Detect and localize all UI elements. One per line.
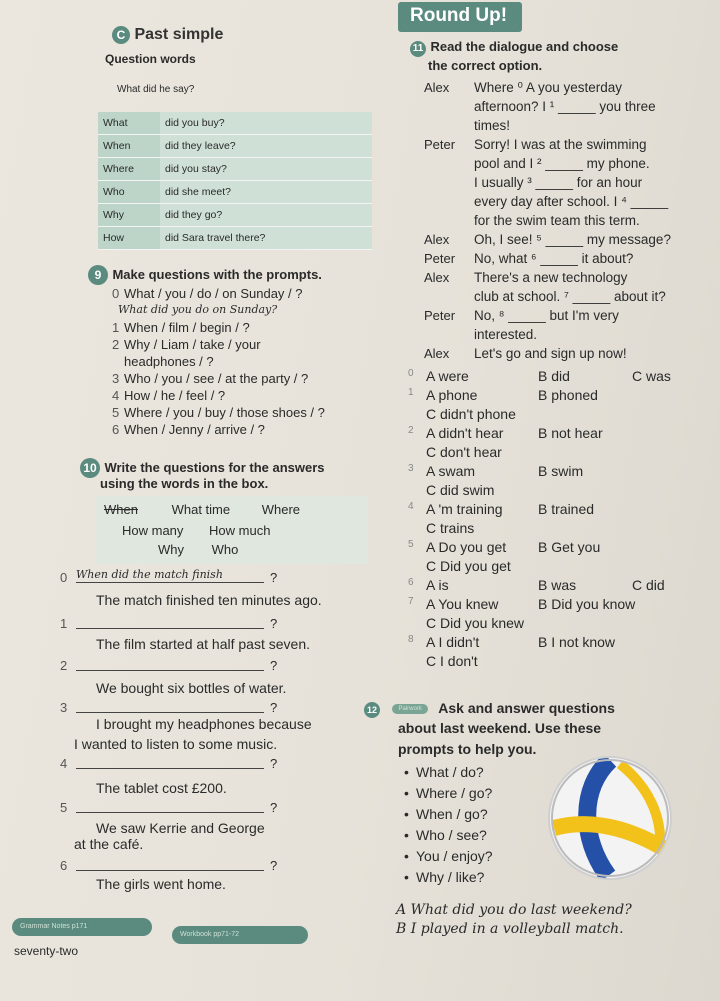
ex10-answer: The match finished ten minutes ago. (96, 592, 322, 608)
exercise-11-title-line2: the correct option. (428, 58, 543, 73)
dialogue-speaker: Alex (424, 270, 450, 285)
ex9-item-number: 0 (112, 286, 120, 301)
answer-b: B I played in a volleyball match. (396, 921, 624, 937)
dialogue-speaker: Alex (424, 80, 450, 95)
ex10-question-mark: ? (270, 858, 278, 873)
answer-a: A What did you do last weekend? (396, 902, 632, 918)
ex10-question-line (76, 614, 264, 629)
grammar-notes-badge[interactable] (12, 918, 152, 936)
dialogue-line: Let's go and sign up now! (474, 346, 627, 361)
ex9-item-number: 2 (112, 337, 120, 352)
question-example: did she meet? (160, 181, 372, 204)
prompt-bullet: • (404, 764, 409, 780)
ex10-question-mark: ? (270, 616, 278, 631)
dialogue-line: club at school. ⁷ _____ about it? (474, 289, 666, 304)
past-simple-heading (112, 26, 223, 44)
ex10-question-line (76, 754, 264, 769)
question-example: did you stay? (160, 158, 372, 181)
dialogue-line: Oh, I see! ⁵ _____ my message? (474, 232, 671, 247)
section-c-icon: C (112, 26, 130, 44)
ex10-answer: The girls went home. (96, 876, 226, 892)
dialogue-line: every day after school. I ⁴ _____ (474, 194, 669, 209)
option-c: C did (632, 577, 665, 593)
ex10-item-number: 2 (60, 658, 68, 673)
option-a: A 'm training (426, 501, 503, 517)
option-a: A didn't hear (426, 425, 504, 441)
exercise-12-header (364, 700, 615, 718)
question-example: did you buy? (160, 112, 372, 135)
ex9-item-text: How / he / feel / ? (124, 388, 226, 403)
word-why: Why (158, 542, 184, 557)
option-b: B was (538, 577, 577, 593)
question-word-row (98, 158, 372, 181)
ex9-item-text: When / film / begin / ? (124, 320, 250, 335)
option-b: B not hear (538, 425, 603, 441)
dialogue-line: pool and I ² _____ my phone. (474, 156, 650, 171)
option-number: 7 (408, 596, 414, 607)
option-number: 3 (408, 463, 414, 474)
option-a: C don't hear (426, 444, 502, 460)
question-word: Where (98, 158, 160, 181)
ex10-item-number: 5 (60, 800, 68, 815)
dialogue-line: Where ⁰ A you yesterday (474, 80, 622, 95)
word-how-many: How many (122, 523, 184, 538)
pairwork-badge: Pairwork (392, 704, 427, 714)
prompt-item: Why / like? (416, 869, 485, 885)
ex10-question-line (76, 856, 264, 871)
prompt-bullet: • (404, 827, 409, 843)
ex9-item-text: headphones / ? (124, 354, 214, 369)
word-box-row1 (104, 502, 300, 517)
question-word: How (98, 227, 160, 250)
prompt-bullet: • (404, 785, 409, 801)
dialogue-line: for the swim team this term. (474, 213, 640, 228)
option-a: A is (426, 577, 449, 593)
option-a: C did swim (426, 482, 495, 498)
ex10-answer: I brought my headphones because (96, 716, 312, 732)
exercise-12-number: 12 (364, 702, 380, 718)
option-b: B swim (538, 463, 584, 479)
prompt-item: What / do? (416, 764, 484, 780)
option-b: B did (538, 368, 570, 384)
word-when: When (104, 502, 138, 517)
ex10-question-line (76, 656, 264, 671)
option-c: C was (632, 368, 671, 384)
exercise-9-number: 9 (88, 265, 108, 285)
question-example: did Sara travel there? (160, 227, 372, 250)
dialogue-line: I usually ³ _____ for an hour (474, 175, 643, 190)
ex9-item-text: What / you / do / on Sunday / ? (124, 286, 303, 301)
word-box (96, 496, 368, 564)
ex10-item-number: 6 (60, 858, 68, 873)
question-word-row (98, 227, 372, 250)
exercise-10-number: 10 (80, 458, 100, 478)
ex10-question-mark: ? (270, 756, 278, 771)
ex9-item-number: 5 (112, 405, 120, 420)
ex10-answer: We saw Kerrie and George (96, 820, 265, 836)
ex9-item-text: Who / you / see / at the party / ? (124, 371, 309, 386)
option-a: C I don't (426, 653, 478, 669)
question-example: did they leave? (160, 135, 372, 158)
ex9-item-number: 6 (112, 422, 120, 437)
option-b: B Did you know (538, 596, 636, 612)
ex10-answer: We bought six bottles of water. (96, 680, 287, 696)
option-b: B I not know (538, 634, 616, 650)
dialogue-speaker: Peter (424, 251, 456, 266)
ex9-item-text: Where / you / buy / those shoes / ? (124, 405, 325, 420)
dialogue-speaker: Alex (424, 232, 450, 247)
exercise-12-title-line2: about last weekend. Use these (398, 720, 602, 736)
ex9-item-text: When / Jenny / arrive / ? (124, 422, 265, 437)
question-word-row (98, 135, 372, 158)
option-number: 2 (408, 425, 414, 436)
prompt-bullet: • (404, 806, 409, 822)
ex10-item-number: 3 (60, 700, 68, 715)
option-a: C trains (426, 520, 475, 536)
option-b: B phoned (538, 387, 598, 403)
question-word-row (98, 181, 372, 204)
exercise-10-header (80, 458, 325, 478)
option-a: C Did you get (426, 558, 511, 574)
prompt-item: When / go? (416, 806, 488, 822)
volleyball-icon (550, 758, 670, 878)
exercise-9-title: Make questions with the prompts. (112, 267, 322, 282)
ex10-question-line (76, 798, 264, 813)
workbook-badge[interactable] (172, 926, 308, 944)
ex10-item-number: 0 (60, 570, 68, 585)
option-number: 8 (408, 634, 414, 645)
dialogue-speaker: Peter (424, 308, 456, 323)
option-number: 4 (408, 501, 414, 512)
exercise-12-title-line1: Ask and answer questions (438, 700, 615, 716)
option-a: A were (426, 368, 469, 384)
question-word: When (98, 135, 160, 158)
dialogue-line: No, ⁸ _____ but I'm very (474, 308, 619, 323)
option-a: A Do you get (426, 539, 507, 555)
dialogue-line: times! (474, 118, 511, 133)
ex9-item-number: 3 (112, 371, 120, 386)
question-words-table (98, 112, 372, 250)
question-word-row (98, 112, 372, 135)
dialogue-speaker: Peter (424, 137, 456, 152)
question-word: What (98, 112, 160, 135)
option-b: B trained (538, 501, 595, 517)
dialogue-line: interested. (474, 327, 538, 342)
word-box-row3 (158, 542, 238, 557)
option-a: A swam (426, 463, 476, 479)
word-what-time: What time (171, 502, 231, 517)
option-number: 6 (408, 577, 414, 588)
exercise-11-header (410, 38, 618, 57)
grammar-notes-label: Grammar Notes p171 (20, 923, 88, 930)
option-number: 0 (408, 368, 414, 379)
exercise-9-header (88, 265, 322, 285)
prompt-bullet: • (404, 848, 409, 864)
option-a: A phone (426, 387, 478, 403)
ex9-item-text: What did you do on Sunday? (118, 303, 278, 316)
ex10-question-mark: ? (270, 700, 278, 715)
ex9-item-text: Why / Liam / take / your (124, 337, 261, 352)
section-title: Past simple (134, 26, 224, 43)
option-b: B Get you (538, 539, 601, 555)
ex9-item-number: 4 (112, 388, 120, 403)
option-a: C didn't phone (426, 406, 516, 422)
question-word-row (98, 204, 372, 227)
ex10-answer: The tablet cost £200. (96, 780, 227, 796)
question-word: Why (98, 204, 160, 227)
exercise-10-title-line2: using the words in the box. (100, 476, 269, 491)
exercise-10-title-line1: Write the questions for the answers (104, 460, 325, 475)
option-number: 1 (408, 387, 414, 398)
word-where: Where (261, 502, 301, 517)
exercise-11-number: 11 (410, 41, 426, 57)
prompt-item: Who / see? (416, 827, 487, 843)
ex10-question-mark: ? (270, 800, 278, 815)
word-who: Who (211, 542, 239, 557)
round-up-badge (398, 2, 522, 32)
exercise-11-title-line1: Read the dialogue and choose (430, 39, 619, 54)
ex10-question-line: When did the match finish (76, 568, 264, 583)
prompt-item: Where / go? (416, 785, 493, 801)
ex10-answer: The film started at half past seven. (96, 636, 310, 652)
word-how-much: How much (209, 523, 271, 538)
option-a: A You knew (426, 596, 499, 612)
prompt-item: You / enjoy? (416, 848, 493, 864)
workbook-label: Workbook pp71-72 (180, 931, 240, 938)
dialogue-line: No, what ⁶ _____ it about? (474, 251, 634, 266)
ex10-answer: at the café. (74, 836, 144, 852)
prompt-bullet: • (404, 869, 409, 885)
question-word: Who (98, 181, 160, 204)
dialogue-line: Sorry! I was at the swimming (474, 137, 647, 152)
ex10-item-number: 4 (60, 756, 68, 771)
ex9-item-number: 1 (112, 320, 120, 335)
dialogue-line: afternoon? I ¹ _____ you three (474, 99, 656, 114)
round-up-label: Round Up! (410, 5, 508, 26)
question-words-label: Question words (105, 52, 196, 66)
dialogue-line: There's a new technology (474, 270, 628, 285)
ex10-question-mark: ? (270, 658, 278, 673)
page-number: seventy-two (14, 944, 79, 958)
word-box-row2 (122, 523, 270, 538)
ex10-item-number: 1 (60, 616, 68, 631)
volleyball-image (548, 756, 672, 880)
ex10-question-mark: ? (270, 570, 278, 585)
example-question: What did he say? (117, 84, 195, 95)
exercise-12-title-line3: prompts to help you. (398, 741, 537, 757)
ex10-question-line (76, 698, 264, 713)
option-number: 5 (408, 539, 414, 550)
dialogue-speaker: Alex (424, 346, 450, 361)
option-a: A I didn't (426, 634, 480, 650)
ex10-answer: I wanted to listen to some music. (74, 736, 278, 752)
question-example: did they go? (160, 204, 372, 227)
option-a: C Did you knew (426, 615, 525, 631)
